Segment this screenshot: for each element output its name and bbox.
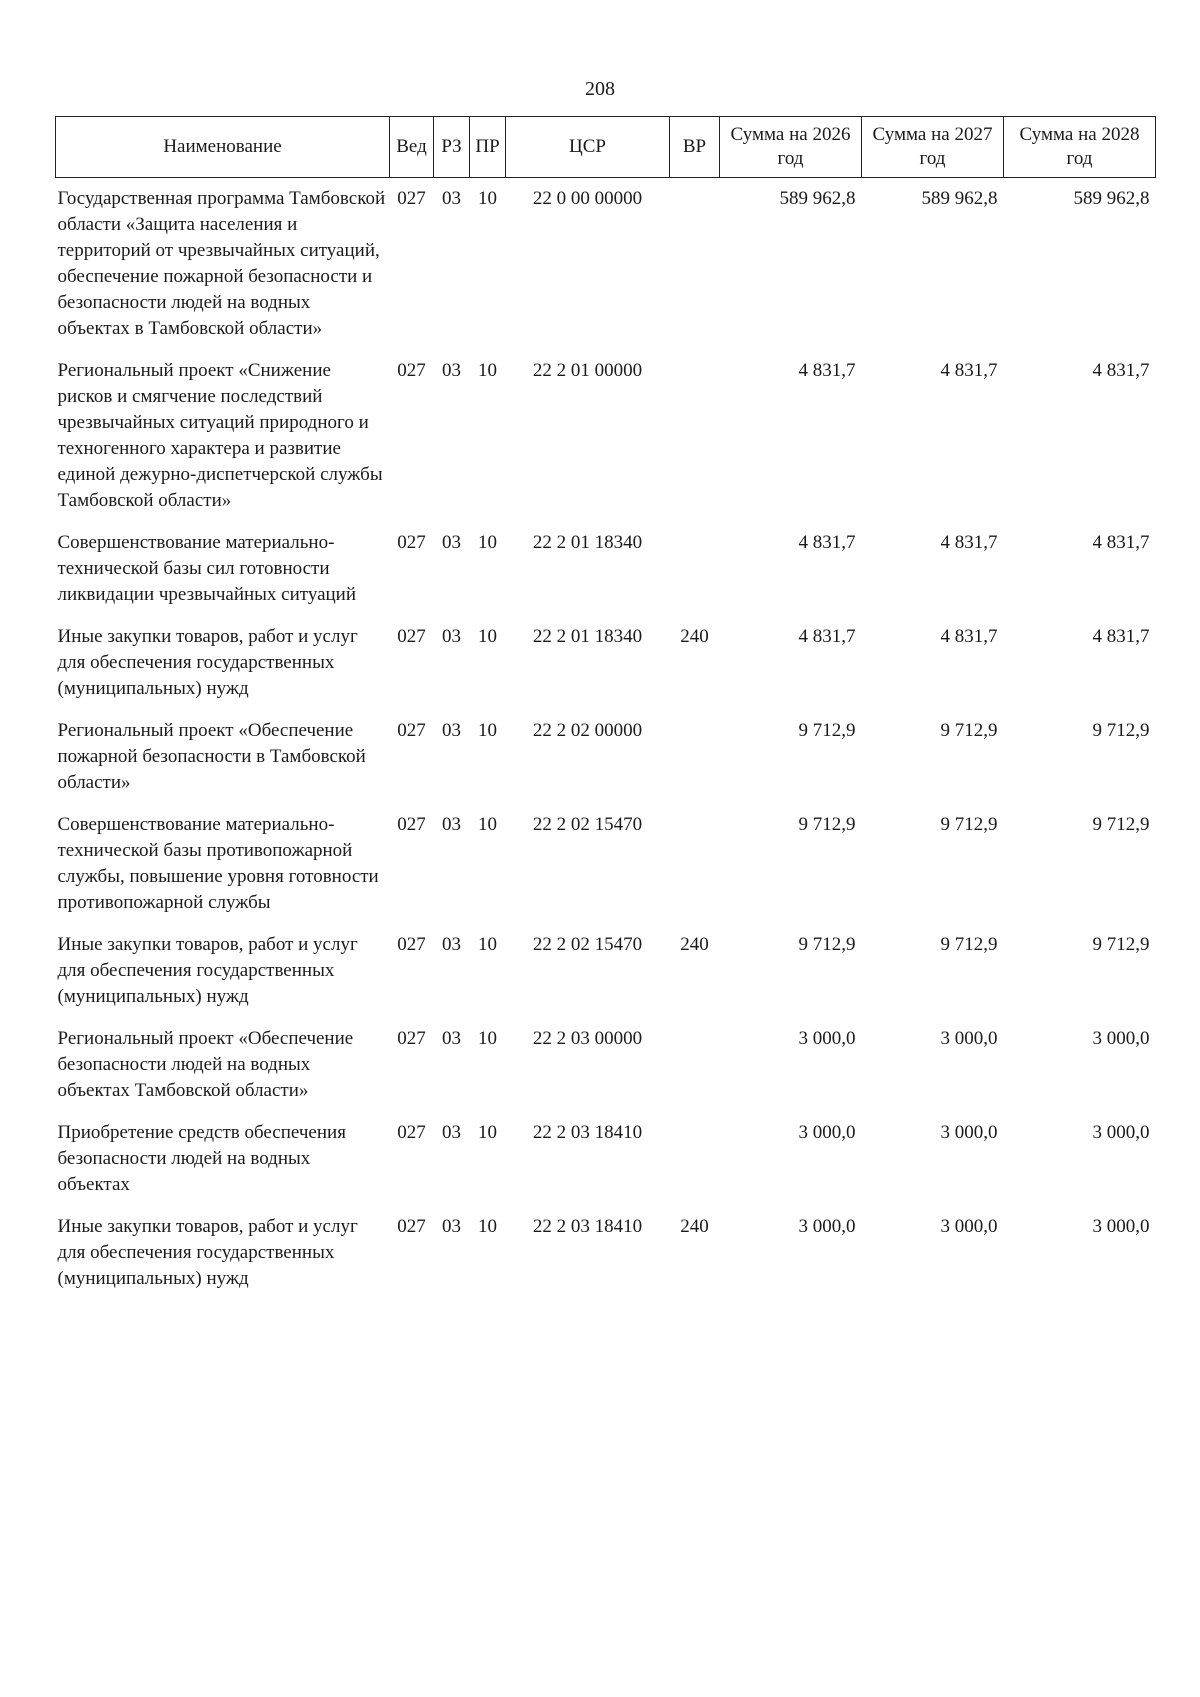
row-rz: 03 [442, 1122, 461, 1143]
table-row [56, 1112, 1156, 1206]
row-vr: 240 [680, 1216, 709, 1237]
row-sum-2027: 4 831,7 [940, 626, 998, 647]
row-rz: 03 [442, 532, 461, 553]
row-sum-2028: 3 000,0 [1092, 1216, 1150, 1237]
row-pr: 10 [478, 934, 497, 955]
row-sum-2026: 9 712,9 [798, 720, 856, 741]
row-vr [670, 350, 720, 522]
row-rz: 03 [442, 934, 461, 955]
row-pr: 10 [478, 532, 497, 553]
row-vr [670, 804, 720, 924]
row-name: Государственная программа Тамбовской области «Защита населения и территорий от чрезвычайных ситуаций, обеспечение пожарной безопасности и безопасности людей на водных объектах в Тамбовской области» [57, 188, 386, 339]
row-sum-2028: 4 831,7 [1092, 532, 1150, 553]
row-csr: 22 2 01 00000 [532, 360, 643, 381]
header-sum-2028: Сумма на 2028 год [1004, 117, 1156, 178]
table-row [56, 924, 1156, 1018]
row-ved: 027 [397, 626, 426, 647]
row-ved: 027 [397, 1122, 426, 1143]
row-csr: 22 2 03 18410 [532, 1122, 643, 1143]
header-pr: ПР [470, 117, 506, 178]
row-sum-2026: 9 712,9 [798, 814, 856, 835]
header-ved: Вед [390, 117, 434, 178]
row-csr: 22 0 00 00000 [532, 188, 643, 209]
row-csr: 22 2 02 00000 [532, 720, 643, 741]
row-sum-2027: 4 831,7 [940, 360, 998, 381]
row-ved: 027 [397, 1028, 426, 1049]
row-sum-2026: 9 712,9 [798, 934, 856, 955]
row-sum-2028: 3 000,0 [1092, 1028, 1150, 1049]
row-sum-2028: 9 712,9 [1092, 934, 1150, 955]
row-ved: 027 [397, 720, 426, 741]
row-ved: 027 [397, 814, 426, 835]
row-vr [670, 178, 720, 351]
row-csr: 22 2 02 15470 [532, 814, 643, 835]
row-pr: 10 [478, 626, 497, 647]
row-ved: 027 [397, 188, 426, 209]
row-name: Региональный проект «Обеспечение безопасности людей на водных объектах Тамбовской области» [57, 1028, 354, 1101]
table-row [56, 522, 1156, 616]
row-sum-2026: 3 000,0 [798, 1028, 856, 1049]
row-rz: 03 [442, 626, 461, 647]
row-rz: 03 [442, 360, 461, 381]
row-sum-2026: 4 831,7 [798, 360, 856, 381]
row-name: Иные закупки товаров, работ и услуг для обеспечения государственных (муниципальных) нужд [57, 1216, 358, 1289]
table-row [56, 1018, 1156, 1112]
row-sum-2027: 9 712,9 [940, 814, 998, 835]
row-vr [670, 1018, 720, 1112]
row-name: Иные закупки товаров, работ и услуг для обеспечения государственных (муниципальных) нужд [57, 626, 358, 699]
row-csr: 22 2 01 18340 [532, 626, 643, 647]
row-sum-2027: 9 712,9 [940, 720, 998, 741]
header-sum-2026: Сумма на 2026 год [720, 117, 862, 178]
row-name: Приобретение средств обеспечения безопасности людей на водных объектах [57, 1122, 346, 1195]
row-sum-2026: 589 962,8 [779, 188, 856, 209]
table-row [56, 178, 1156, 351]
row-sum-2027: 9 712,9 [940, 934, 998, 955]
header-sum-2027: Сумма на 2027 год [862, 117, 1004, 178]
row-name: Иные закупки товаров, работ и услуг для обеспечения государственных (муниципальных) нужд [57, 934, 358, 1007]
row-vr: 240 [680, 626, 709, 647]
table-row [56, 804, 1156, 924]
row-sum-2028: 9 712,9 [1092, 814, 1150, 835]
row-csr: 22 2 02 15470 [532, 934, 643, 955]
row-pr: 10 [478, 360, 497, 381]
row-rz: 03 [442, 814, 461, 835]
table-body [56, 178, 1156, 1301]
row-ved: 027 [397, 934, 426, 955]
header-rz: РЗ [434, 117, 470, 178]
row-sum-2027: 3 000,0 [940, 1216, 998, 1237]
row-name: Региональный проект «Обеспечение пожарной безопасности в Тамбовской области» [57, 720, 366, 793]
row-pr: 10 [478, 1216, 497, 1237]
header-vr: ВР [670, 117, 720, 178]
table-row [56, 1206, 1156, 1300]
row-pr: 10 [478, 1122, 497, 1143]
row-pr: 10 [478, 1028, 497, 1049]
row-sum-2028: 4 831,7 [1092, 360, 1150, 381]
table-header [56, 117, 1156, 178]
table-row [56, 710, 1156, 804]
row-sum-2026: 3 000,0 [798, 1216, 856, 1237]
header-csr: ЦСР [506, 117, 670, 178]
row-rz: 03 [442, 188, 461, 209]
row-name: Совершенствование материально-технической базы противопожарной службы, повышение уровня готовности противопожарной службы [57, 814, 379, 913]
row-pr: 10 [478, 188, 497, 209]
row-name: Региональный проект «Снижение рисков и смягчение последствий чрезвычайных ситуаций природного и техногенного характера и развитие единой дежурно-диспетчерской службы Тамбовской области» [57, 360, 383, 511]
table-row [56, 616, 1156, 710]
row-rz: 03 [442, 1028, 461, 1049]
row-vr [670, 1112, 720, 1206]
page-number: 208 [585, 78, 615, 100]
budget-table [55, 116, 1156, 1300]
row-rz: 03 [442, 720, 461, 741]
row-ved: 027 [397, 532, 426, 553]
header-row [56, 117, 1156, 178]
row-sum-2026: 4 831,7 [798, 626, 856, 647]
row-ved: 027 [397, 1216, 426, 1237]
row-sum-2028: 4 831,7 [1092, 626, 1150, 647]
row-ved: 027 [397, 360, 426, 381]
row-csr: 22 2 01 18340 [532, 532, 643, 553]
row-name: Совершенствование материально-технической базы сил готовности ликвидации чрезвычайных ситуаций [57, 532, 357, 605]
row-vr [670, 710, 720, 804]
row-sum-2028: 9 712,9 [1092, 720, 1150, 741]
row-sum-2027: 589 962,8 [921, 188, 998, 209]
row-vr [670, 522, 720, 616]
row-sum-2027: 3 000,0 [940, 1122, 998, 1143]
row-rz: 03 [442, 1216, 461, 1237]
row-sum-2027: 4 831,7 [940, 532, 998, 553]
row-pr: 10 [478, 720, 497, 741]
header-name: Наименование [56, 117, 390, 178]
table-row [56, 350, 1156, 522]
row-sum-2028: 589 962,8 [1073, 188, 1150, 209]
row-vr: 240 [680, 934, 709, 955]
row-sum-2026: 4 831,7 [798, 532, 856, 553]
row-csr: 22 2 03 00000 [532, 1028, 643, 1049]
row-pr: 10 [478, 814, 497, 835]
row-sum-2026: 3 000,0 [798, 1122, 856, 1143]
row-sum-2027: 3 000,0 [940, 1028, 998, 1049]
row-sum-2028: 3 000,0 [1092, 1122, 1150, 1143]
row-csr: 22 2 03 18410 [532, 1216, 643, 1237]
